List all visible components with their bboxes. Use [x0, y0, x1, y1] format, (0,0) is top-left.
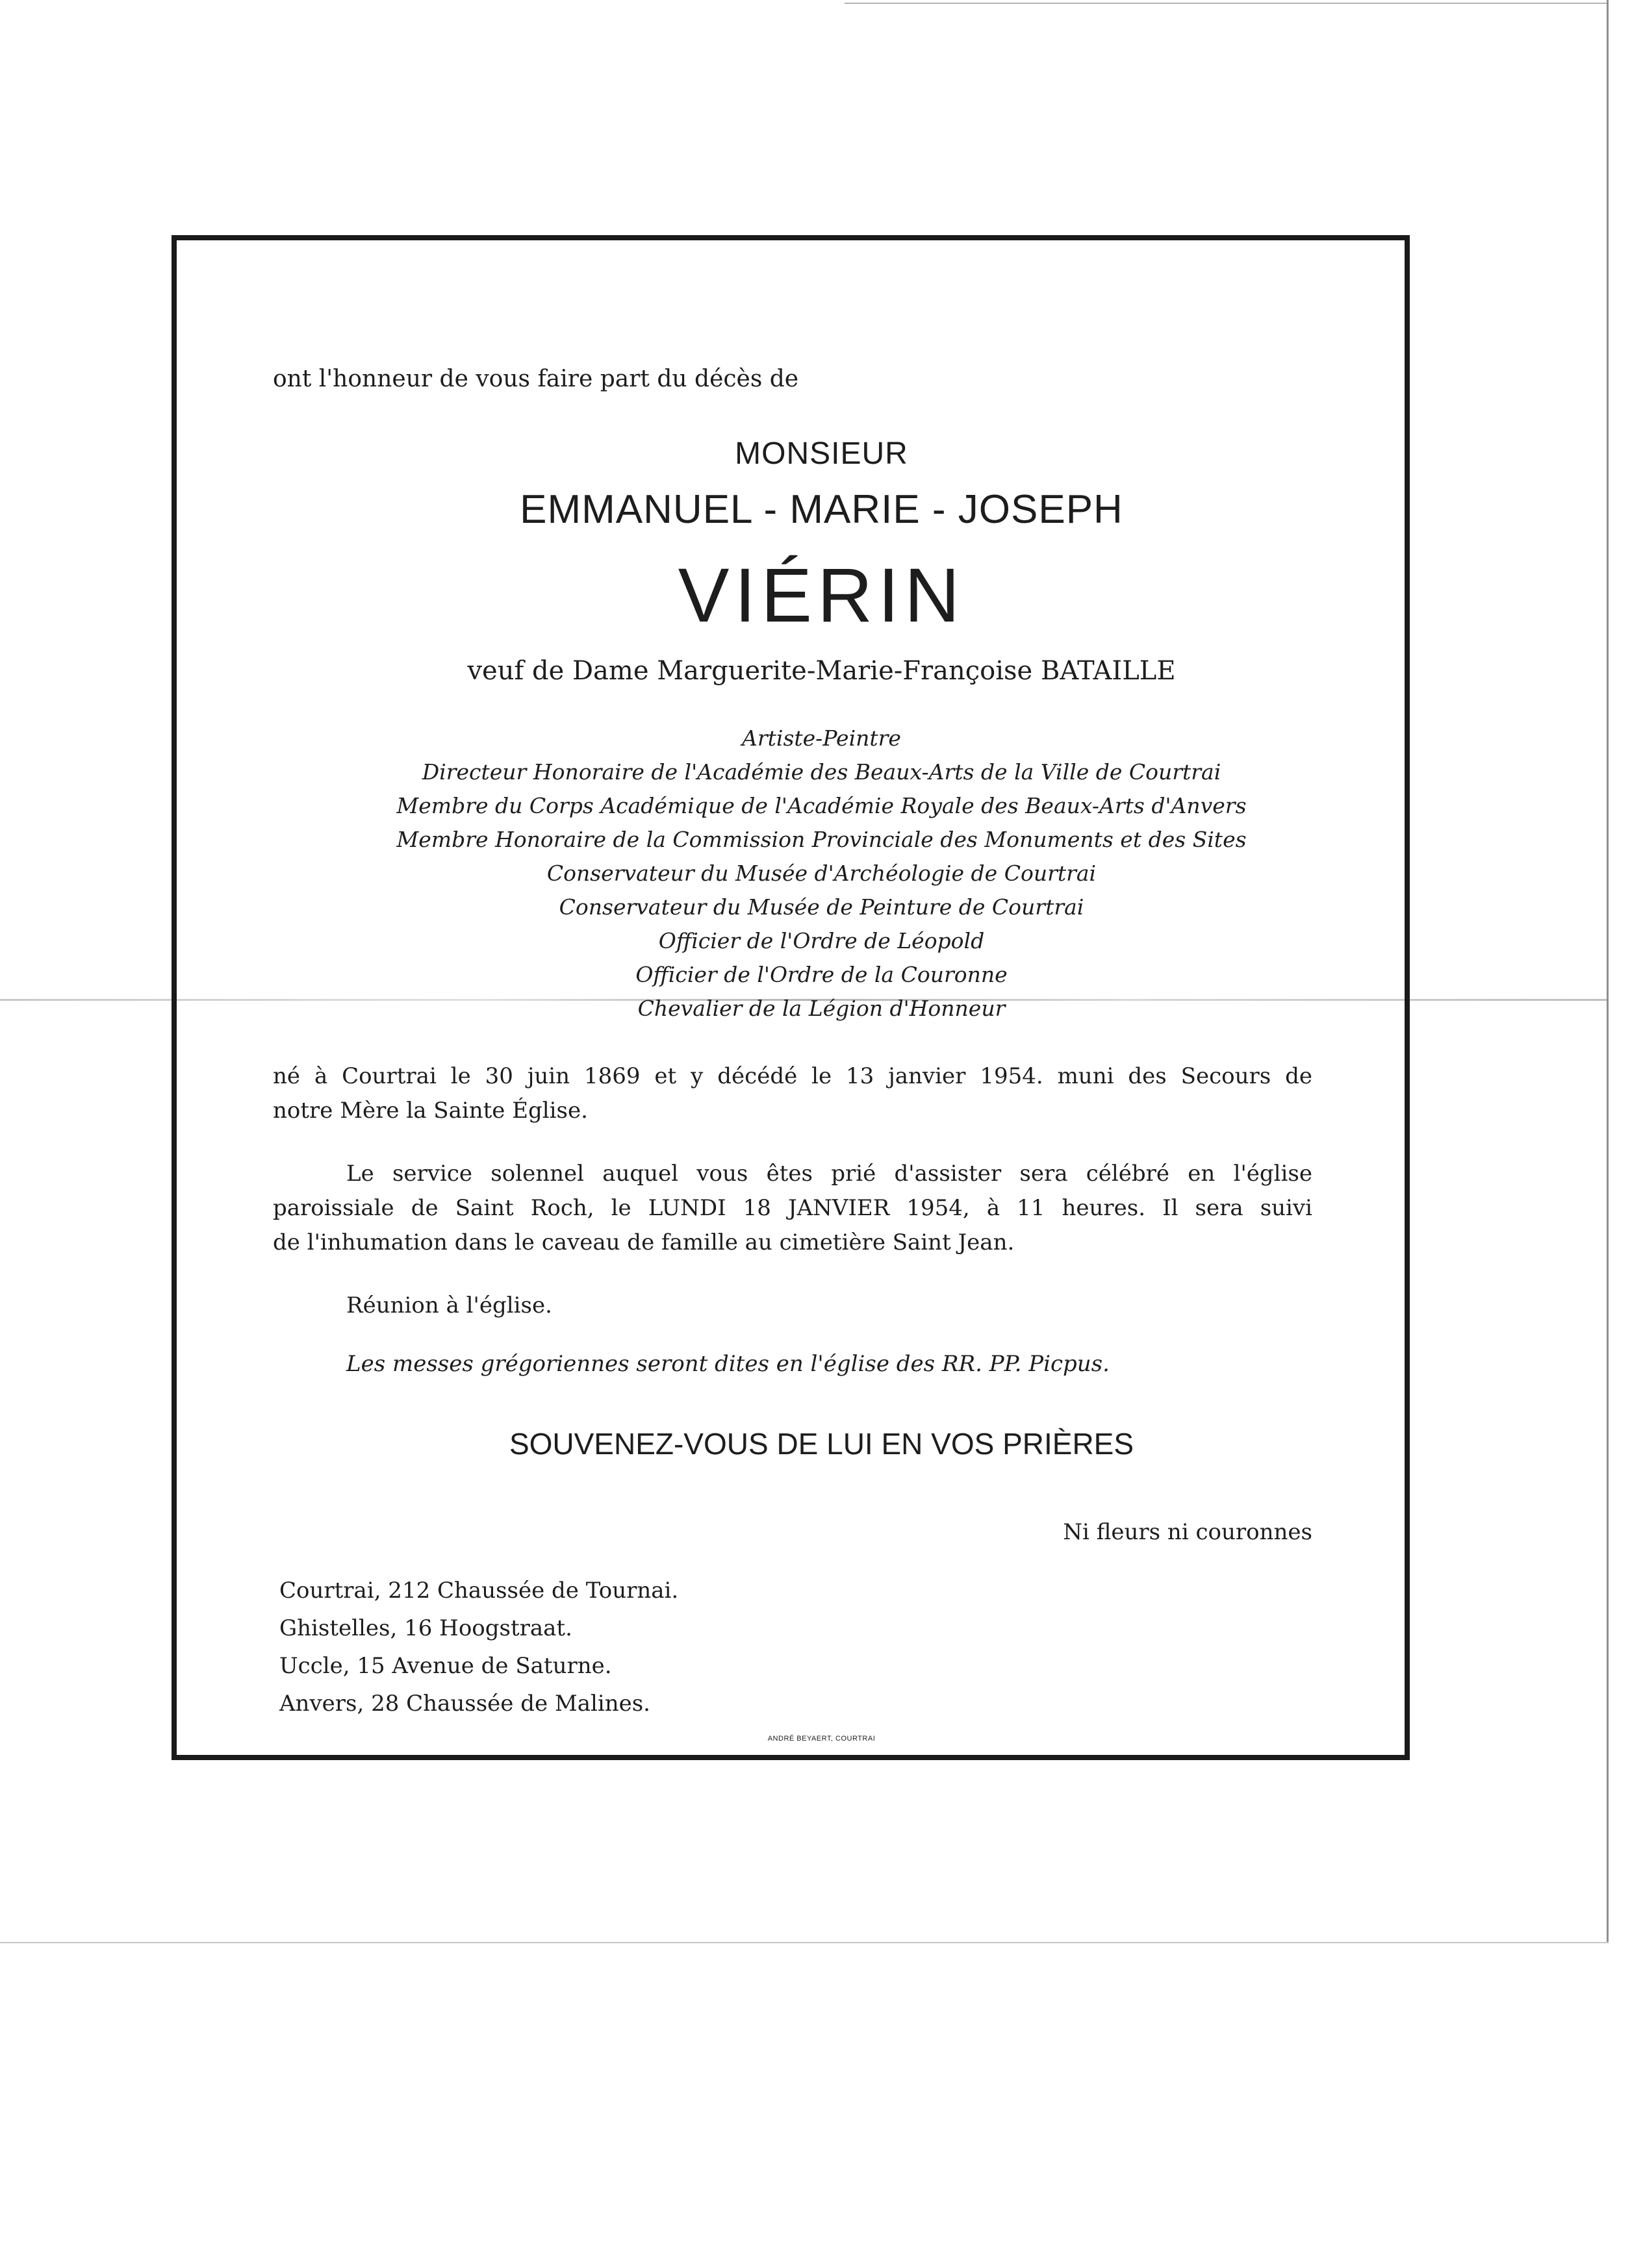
honorific-title: MONSIEUR [735, 436, 908, 471]
widower-line: veuf de Dame Marguerite-Marie-Françoise BATAILLE [467, 656, 1176, 686]
surname: VIÉRIN [678, 553, 965, 638]
distinction-item: Conservateur du Musée de Peinture de Courtrai [559, 894, 1084, 920]
distinction-item: Officier de l'Ordre de la Couronne [635, 962, 1008, 987]
no-flowers-note: Ni fleurs ni couronnes [1063, 1519, 1312, 1545]
distinction-item: Chevalier de la Légion d'Honneur [637, 996, 1006, 1021]
address-line: Anvers, 28 Chaussée de Malines. [279, 1691, 650, 1717]
intro-line: ont l'honneur de vous faire part du décès de [273, 366, 799, 392]
address-line: Uccle, 15 Avenue de Saturne. [279, 1653, 612, 1679]
distinction-item: Officier de l'Ordre de Léopold [658, 928, 985, 953]
birth-death-line-1: né à Courtrai le 30 juin 1869 et y décédé le 13 janvier 1954. muni des Secours de [273, 1063, 1312, 1089]
sheet-bottom-edge [0, 1942, 1609, 1943]
distinction-item: Directeur Honoraire de l'Académie des Beaux-Arts de la Ville de Courtrai [422, 759, 1221, 785]
distinction-item: Conservateur du Musée d'Archéologie de Courtrai [546, 861, 1097, 886]
prayer-line: SOUVENEZ-VOUS DE LUI EN VOS PRIÈRES [509, 1427, 1134, 1461]
service-line-1: Le service solennel auquel vous êtes prié d'assister sera célébré en l'église [346, 1161, 1312, 1187]
reunion-line: Réunion à l'église. [346, 1292, 552, 1318]
distinction-item: Membre du Corps Académique de l'Académie Royale des Beaux-Arts d'Anvers [396, 793, 1247, 818]
printer-credit: ANDRÉ BEYAERT, COURTRAI [767, 1735, 876, 1743]
service-line-2: paroissiale de Saint Roch, le LUNDI 18 JANVIER 1954, à 11 heures. Il sera suivi [273, 1195, 1312, 1221]
sheet-top-edge [845, 3, 1609, 4]
masses-line: Les messes grégoriennes seront dites en l'église des RR. PP. Picpus. [346, 1351, 1110, 1377]
birth-death-line-2: notre Mère la Sainte Église. [273, 1098, 588, 1124]
address-line: Courtrai, 212 Chaussée de Tournai. [279, 1578, 679, 1604]
distinction-item: Artiste-Peintre [742, 725, 901, 751]
distinction-item: Membre Honoraire de la Commission Provinciale des Monuments et des Sites [396, 827, 1247, 852]
given-names: EMMANUEL - MARIE - JOSEPH [520, 487, 1123, 532]
service-line-3: de l'inhumation dans le caveau de famille au cimetière Saint Jean. [273, 1229, 1015, 1255]
address-line: Ghistelles, 16 Hoogstraat. [279, 1615, 572, 1641]
